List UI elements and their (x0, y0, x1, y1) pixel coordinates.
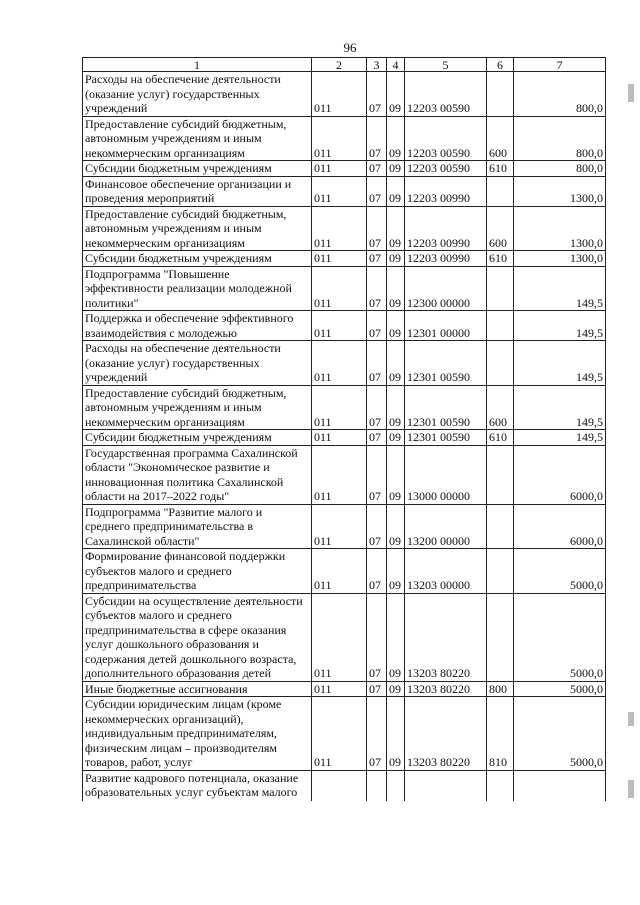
row-subsection-cell: 09 (387, 697, 405, 771)
row-amount-cell: 5000,0 (514, 549, 606, 594)
row-section-cell: 07 (367, 430, 387, 446)
row-subsection-cell: 09 (387, 116, 405, 161)
row-code-cell: 011 (312, 311, 367, 341)
table-row (83, 697, 606, 771)
table-row (83, 593, 606, 681)
row-section-cell: 07 (367, 385, 387, 430)
table-row (83, 206, 606, 251)
row-subsection-cell: 09 (387, 549, 405, 594)
row-type-cell: 600 (487, 116, 514, 161)
row-subsection-cell: 09 (387, 311, 405, 341)
table-row (83, 116, 606, 161)
row-name-cell: Субсидии на осуществление деятельности субъектов малого и среднего предпринимательства в сфере оказания услуг дошкольного образования и содержания детей дошкольного возраста, дополнительного образования детей (83, 593, 312, 681)
table-row (83, 504, 606, 549)
row-section-cell: 07 (367, 116, 387, 161)
row-section-cell: 07 (367, 176, 387, 206)
row-code-cell: 011 (312, 549, 367, 594)
table-row (83, 341, 606, 386)
row-name-cell: Подпрограмма "Повышение эффективности реализации молодежной политики" (83, 266, 312, 311)
row-target-cell: 12203 00990 (405, 251, 487, 267)
table-body (83, 72, 606, 801)
row-amount-cell: 149,5 (514, 266, 606, 311)
row-code-cell: 011 (312, 266, 367, 311)
row-target-cell: 13200 00000 (405, 504, 487, 549)
table-row (83, 176, 606, 206)
row-code-cell: 011 (312, 593, 367, 681)
header-col-2: 2 (312, 58, 367, 72)
row-section-cell: 07 (367, 681, 387, 697)
row-amount-cell: 1300,0 (514, 206, 606, 251)
row-type-cell (487, 504, 514, 549)
row-code-cell: 011 (312, 341, 367, 386)
row-section-cell: 07 (367, 251, 387, 267)
row-target-cell: 13203 80220 (405, 697, 487, 771)
row-subsection-cell: 09 (387, 72, 405, 117)
row-section-cell: 07 (367, 445, 387, 504)
row-target-cell: 12301 00590 (405, 341, 487, 386)
row-code-cell: 011 (312, 681, 367, 697)
row-name-cell: Подпрограмма "Развитие малого и среднего предпринимательства в Сахалинской области" (83, 504, 312, 549)
row-section-cell: 07 (367, 266, 387, 311)
row-type-cell (487, 176, 514, 206)
row-section-cell: 07 (367, 549, 387, 594)
row-amount-cell: 800,0 (514, 116, 606, 161)
row-type-cell: 600 (487, 385, 514, 430)
row-subsection-cell: 09 (387, 251, 405, 267)
row-cell-empty (514, 770, 606, 801)
row-section-cell: 07 (367, 593, 387, 681)
row-subsection-cell: 09 (387, 430, 405, 446)
table-header-row (83, 58, 606, 72)
row-type-cell: 610 (487, 430, 514, 446)
row-target-cell: 13000 00000 (405, 445, 487, 504)
row-section-cell: 07 (367, 161, 387, 177)
row-subsection-cell: 09 (387, 504, 405, 549)
row-amount-cell: 149,5 (514, 311, 606, 341)
row-type-cell: 610 (487, 161, 514, 177)
row-name-cell: Государственная программа Сахалинской области "Экономическое развитие и инновационная политика Сахалинской области на 2017–2022 годы" (83, 445, 312, 504)
row-section-cell: 07 (367, 206, 387, 251)
row-name-cell: Субсидии бюджетным учреждениям (83, 251, 312, 267)
header-col-5: 5 (405, 58, 487, 72)
row-target-cell: 12203 00990 (405, 176, 487, 206)
row-type-cell: 800 (487, 681, 514, 697)
row-name-cell: Предоставление субсидий бюджетным, автономным учреждениям и иным некоммерческим организациям (83, 385, 312, 430)
row-section-cell: 07 (367, 697, 387, 771)
table-row (83, 161, 606, 177)
row-cell-empty (312, 770, 367, 801)
row-target-cell: 12300 00000 (405, 266, 487, 311)
row-name-cell: Предоставление субсидий бюджетным, автономным учреждениям и иным некоммерческим организациям (83, 116, 312, 161)
row-section-cell: 07 (367, 341, 387, 386)
row-code-cell: 011 (312, 72, 367, 117)
row-target-cell: 13203 80220 (405, 593, 487, 681)
row-code-cell: 011 (312, 445, 367, 504)
table-row (83, 311, 606, 341)
row-section-cell: 07 (367, 504, 387, 549)
row-amount-cell: 800,0 (514, 72, 606, 117)
header-col-1: 1 (83, 58, 312, 72)
row-type-cell (487, 445, 514, 504)
row-name-cell: Расходы на обеспечение деятельности (оказание услуг) государственных учреждений (83, 72, 312, 117)
row-type-cell (487, 72, 514, 117)
row-amount-cell: 5000,0 (514, 697, 606, 771)
row-subsection-cell: 09 (387, 385, 405, 430)
row-target-cell: 13203 00000 (405, 549, 487, 594)
row-subsection-cell: 09 (387, 341, 405, 386)
scan-edge-mark (628, 84, 634, 102)
row-type-cell (487, 266, 514, 311)
table-row (83, 681, 606, 697)
row-amount-cell: 6000,0 (514, 445, 606, 504)
page-number: 96 (343, 40, 357, 55)
row-amount-cell: 149,5 (514, 341, 606, 386)
table-row (83, 72, 606, 117)
row-subsection-cell: 09 (387, 593, 405, 681)
row-code-cell: 011 (312, 251, 367, 267)
row-name-cell: Предоставление субсидий бюджетным, автономным учреждениям и иным некоммерческим организациям (83, 206, 312, 251)
row-subsection-cell: 09 (387, 176, 405, 206)
table-row (83, 549, 606, 594)
row-code-cell: 011 (312, 206, 367, 251)
row-target-cell: 12301 00000 (405, 311, 487, 341)
row-amount-cell: 149,5 (514, 430, 606, 446)
row-target-cell: 12203 00590 (405, 116, 487, 161)
row-name-cell: Расходы на обеспечение деятельности (оказание услуг) государственных учреждений (83, 341, 312, 386)
row-type-cell: 600 (487, 206, 514, 251)
header-col-7: 7 (514, 58, 606, 72)
row-code-cell: 011 (312, 430, 367, 446)
row-subsection-cell: 09 (387, 266, 405, 311)
row-target-cell: 12301 00590 (405, 430, 487, 446)
row-type-cell (487, 311, 514, 341)
row-name-cell: Субсидии бюджетным учреждениям (83, 161, 312, 177)
row-subsection-cell: 09 (387, 681, 405, 697)
table-row (83, 266, 606, 311)
row-type-cell (487, 341, 514, 386)
row-section-cell: 07 (367, 72, 387, 117)
row-name-cell: Субсидии юридическим лицам (кроме некоммерческих организаций), индивидуальным предпринимателям, физическим лицам – производителям товаров, работ, услуг (83, 697, 312, 771)
row-target-cell: 12203 00990 (405, 206, 487, 251)
row-amount-cell: 6000,0 (514, 504, 606, 549)
row-cell-empty (387, 770, 405, 801)
row-code-cell: 011 (312, 504, 367, 549)
row-name-cell: Финансовое обеспечение организации и проведения мероприятий (83, 176, 312, 206)
row-target-cell: 12203 00590 (405, 161, 487, 177)
row-cell-empty (487, 770, 514, 801)
row-type-cell: 810 (487, 697, 514, 771)
row-amount-cell: 5000,0 (514, 681, 606, 697)
row-target-cell: 13203 80220 (405, 681, 487, 697)
header-col-3: 3 (367, 58, 387, 72)
table-row (83, 445, 606, 504)
row-amount-cell: 1300,0 (514, 176, 606, 206)
row-code-cell: 011 (312, 385, 367, 430)
row-code-cell: 011 (312, 116, 367, 161)
row-type-cell (487, 549, 514, 594)
row-type-cell: 610 (487, 251, 514, 267)
row-target-cell: 12203 00590 (405, 72, 487, 117)
row-name-cell: Формирование финансовой поддержки субъектов малого и среднего предпринимательства (83, 549, 312, 594)
row-type-cell (487, 593, 514, 681)
row-cell-empty (405, 770, 487, 801)
row-subsection-cell: 09 (387, 161, 405, 177)
row-amount-cell: 800,0 (514, 161, 606, 177)
row-amount-cell: 5000,0 (514, 593, 606, 681)
table-row-partial (83, 770, 606, 801)
row-amount-cell: 149,5 (514, 385, 606, 430)
row-amount-cell: 1300,0 (514, 251, 606, 267)
row-code-cell: 011 (312, 161, 367, 177)
row-cell-empty (367, 770, 387, 801)
row-name-cell: Развитие кадрового потенциала, оказание образовательных услуг субъектам малого (83, 770, 312, 801)
header-col-4: 4 (387, 58, 405, 72)
row-section-cell: 07 (367, 311, 387, 341)
row-subsection-cell: 09 (387, 445, 405, 504)
scan-edge-mark (628, 712, 634, 726)
row-code-cell: 011 (312, 697, 367, 771)
table-row (83, 385, 606, 430)
header-col-6: 6 (487, 58, 514, 72)
row-name-cell: Субсидии бюджетным учреждениям (83, 430, 312, 446)
row-target-cell: 12301 00590 (405, 385, 487, 430)
scan-edge-mark (628, 780, 634, 798)
table-row (83, 430, 606, 446)
row-name-cell: Поддержка и обеспечение эффективного взаимодействия с молодежью (83, 311, 312, 341)
table-row (83, 251, 606, 267)
budget-table (82, 57, 606, 801)
row-name-cell: Иные бюджетные ассигнования (83, 681, 312, 697)
row-code-cell: 011 (312, 176, 367, 206)
row-subsection-cell: 09 (387, 206, 405, 251)
